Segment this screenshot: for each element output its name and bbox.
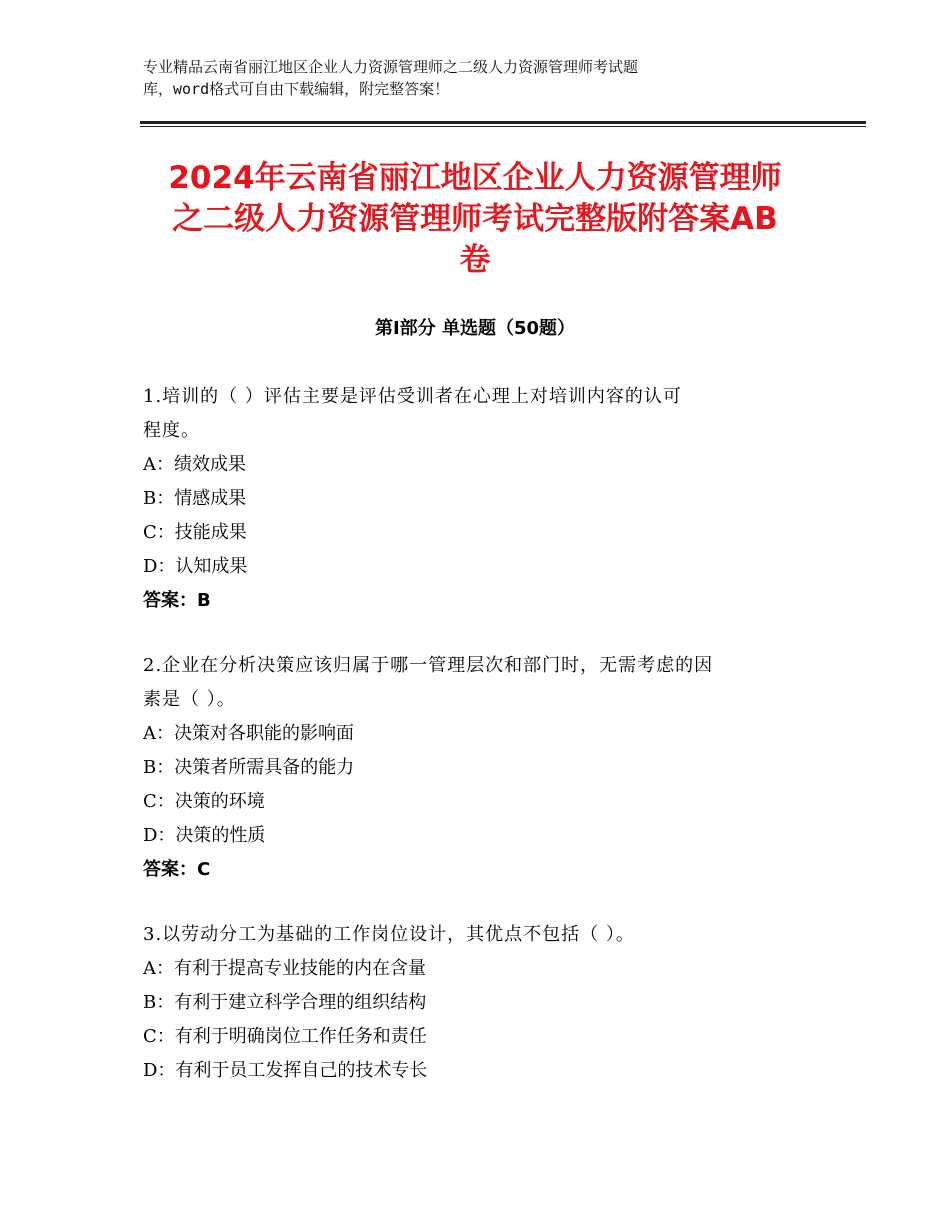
option-d: D：认知成果 (143, 556, 248, 577)
section-title: 第Ⅰ部分 单选题（50题） (374, 318, 575, 339)
question-stem: 3.以劳动分工为基础的工作岗位设计，其优点不包括（ ）。 (143, 924, 635, 945)
document-title (120, 158, 830, 281)
option-a: A：绩效成果 (143, 454, 246, 475)
header-note-line-2: 库，word格式可自由下载编辑，附完整答案！ (143, 80, 450, 98)
option-b: B：决策者所需具备的能力 (143, 757, 355, 778)
question-stem: 1.培训的（ ）评估主要是评估受训者在心理上对培训内容的认可 (143, 386, 682, 407)
option-c: C：决策的环境 (143, 791, 265, 812)
answer: 答案：B (143, 590, 211, 611)
header-note (143, 56, 823, 100)
option-c: C：技能成果 (143, 522, 247, 543)
question-stem-continued: 程度。 (143, 420, 200, 441)
option-b: B：有利于建立科学合理的组织结构 (143, 992, 427, 1013)
question-1 (143, 380, 823, 618)
document-title-line-2: 之二级人力资源管理师考试完整版附答案AB (172, 201, 778, 237)
option-b: B：情感成果 (143, 488, 247, 509)
option-d: D：有利于员工发挥自己的技术专长 (143, 1060, 428, 1081)
question-2 (143, 649, 823, 887)
header-divider-thin (140, 126, 866, 127)
option-d: D：决策的性质 (143, 825, 266, 846)
question-3 (143, 918, 823, 1088)
question-stem-continued: 素是（ ）。 (143, 689, 236, 710)
header-divider-thick (140, 121, 866, 124)
option-a: A：有利于提高专业技能的内在含量 (143, 958, 426, 979)
header-note-line-1: 专业精品云南省丽江地区企业人力资源管理师之二级人力资源管理师考试题 (143, 58, 639, 76)
option-a: A：决策对各职能的影响面 (143, 723, 354, 744)
answer: 答案：C (143, 859, 211, 880)
document-title-line-1: 2024年云南省丽江地区企业人力资源管理师 (168, 160, 782, 196)
option-c: C：有利于明确岗位工作任务和责任 (143, 1026, 427, 1047)
question-list (143, 380, 823, 1119)
document-title-line-3: 卷 (459, 242, 491, 278)
question-stem: 2.企业在分析决策应该归属于哪一管理层次和部门时，无需考虑的因 (143, 655, 714, 676)
